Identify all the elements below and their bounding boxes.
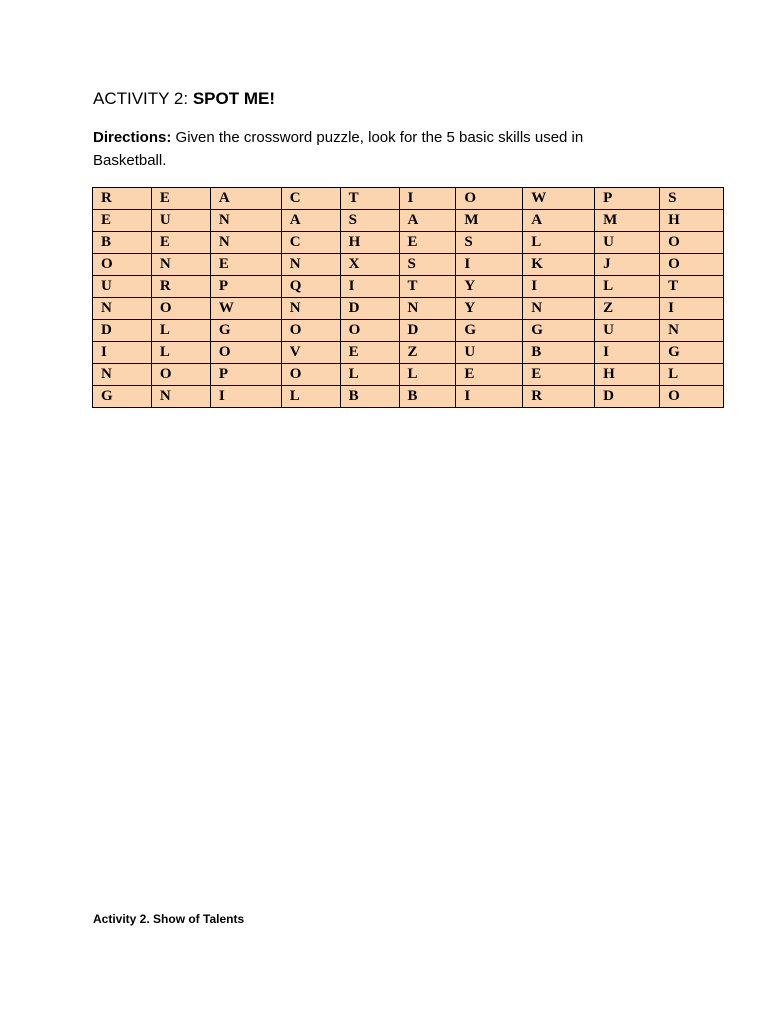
puzzle-cell[interactable]: U [456,342,523,364]
puzzle-cell[interactable]: N [399,298,456,320]
word-search-body [93,188,724,408]
puzzle-cell[interactable]: A [281,210,340,232]
puzzle-cell[interactable]: T [660,276,724,298]
puzzle-cell[interactable]: H [595,364,660,386]
puzzle-row [93,298,724,320]
puzzle-cell[interactable]: Z [595,298,660,320]
puzzle-row [93,232,724,254]
puzzle-cell[interactable]: R [93,188,152,210]
puzzle-cell[interactable]: L [660,364,724,386]
puzzle-cell[interactable]: N [281,254,340,276]
puzzle-cell[interactable]: M [456,210,523,232]
puzzle-cell[interactable]: E [340,342,399,364]
footer-text: Activity 2. Show of Talents [93,912,245,926]
puzzle-cell[interactable]: O [281,364,340,386]
puzzle-cell[interactable]: A [210,188,281,210]
puzzle-row [93,320,724,342]
puzzle-cell[interactable]: G [660,342,724,364]
puzzle-cell[interactable]: U [595,232,660,254]
puzzle-cell[interactable]: S [660,188,724,210]
puzzle-cell[interactable]: N [210,210,281,232]
puzzle-cell[interactable]: B [523,342,595,364]
puzzle-cell[interactable]: L [399,364,456,386]
puzzle-cell[interactable]: O [210,342,281,364]
puzzle-cell[interactable]: S [456,232,523,254]
puzzle-cell[interactable]: O [151,364,210,386]
activity-title [93,88,275,110]
puzzle-cell[interactable]: E [523,364,595,386]
directions-label: Directions: [93,129,172,146]
puzzle-cell[interactable]: D [399,320,456,342]
puzzle-cell[interactable]: D [93,320,152,342]
puzzle-cell[interactable]: N [210,232,281,254]
puzzle-cell[interactable]: I [660,298,724,320]
puzzle-cell[interactable]: D [340,298,399,320]
puzzle-cell[interactable]: I [456,254,523,276]
puzzle-cell[interactable]: D [595,386,660,408]
puzzle-cell[interactable]: S [399,254,456,276]
puzzle-cell[interactable]: P [595,188,660,210]
puzzle-cell[interactable]: L [151,342,210,364]
puzzle-cell[interactable]: K [523,254,595,276]
puzzle-cell[interactable]: T [340,188,399,210]
puzzle-cell[interactable]: W [523,188,595,210]
puzzle-cell[interactable]: B [93,232,152,254]
word-search-grid [92,187,724,408]
puzzle-cell[interactable]: U [595,320,660,342]
puzzle-cell[interactable]: I [340,276,399,298]
activity-prefix: ACTIVITY 2: [93,89,193,108]
puzzle-cell[interactable]: E [210,254,281,276]
puzzle-cell[interactable]: L [340,364,399,386]
puzzle-cell[interactable]: E [456,364,523,386]
puzzle-cell[interactable]: G [523,320,595,342]
puzzle-cell[interactable]: E [93,210,152,232]
puzzle-row [93,188,724,210]
puzzle-cell[interactable]: B [340,386,399,408]
puzzle-row [93,276,724,298]
puzzle-cell[interactable]: N [660,320,724,342]
puzzle-cell[interactable]: C [281,188,340,210]
puzzle-cell[interactable]: P [210,276,281,298]
puzzle-cell[interactable]: V [281,342,340,364]
puzzle-cell[interactable]: O [456,188,523,210]
puzzle-cell[interactable]: O [151,298,210,320]
puzzle-cell[interactable]: E [151,188,210,210]
puzzle-cell[interactable]: B [399,386,456,408]
puzzle-cell[interactable]: Y [456,298,523,320]
directions-text [93,126,653,172]
puzzle-cell[interactable]: A [523,210,595,232]
puzzle-cell[interactable]: J [595,254,660,276]
puzzle-cell[interactable]: G [210,320,281,342]
puzzle-cell[interactable]: O [660,232,724,254]
puzzle-cell[interactable]: Y [456,276,523,298]
puzzle-cell[interactable]: N [151,254,210,276]
puzzle-row [93,210,724,232]
puzzle-cell[interactable]: O [340,320,399,342]
puzzle-cell[interactable]: L [523,232,595,254]
puzzle-cell[interactable]: Z [399,342,456,364]
puzzle-cell[interactable]: G [456,320,523,342]
puzzle-cell[interactable]: T [399,276,456,298]
puzzle-cell[interactable]: I [399,188,456,210]
puzzle-cell[interactable]: N [281,298,340,320]
puzzle-cell[interactable]: N [151,386,210,408]
puzzle-row [93,342,724,364]
puzzle-cell[interactable]: I [595,342,660,364]
puzzle-row [93,386,724,408]
puzzle-cell[interactable]: E [151,232,210,254]
puzzle-cell[interactable]: I [210,386,281,408]
puzzle-cell[interactable]: G [93,386,152,408]
directions-body: Given the crossword puzzle, look for the 5 basic skills used in Basketball. [93,129,584,169]
puzzle-cell[interactable]: W [210,298,281,320]
activity-name: SPOT ME! [192,89,275,108]
puzzle-cell[interactable]: H [340,232,399,254]
puzzle-cell[interactable]: O [660,254,724,276]
puzzle-cell[interactable]: C [281,232,340,254]
puzzle-cell[interactable]: I [456,386,523,408]
puzzle-cell[interactable]: P [210,364,281,386]
puzzle-cell[interactable]: L [281,386,340,408]
puzzle-cell[interactable]: I [93,342,152,364]
puzzle-cell[interactable]: O [93,254,152,276]
puzzle-cell[interactable]: I [523,276,595,298]
puzzle-row [93,364,724,386]
puzzle-cell[interactable]: M [595,210,660,232]
puzzle-cell[interactable]: L [595,276,660,298]
puzzle-row [93,254,724,276]
puzzle-cell[interactable]: N [93,298,152,320]
puzzle-cell[interactable]: S [340,210,399,232]
puzzle-cell[interactable]: H [660,210,724,232]
puzzle-cell[interactable]: A [399,210,456,232]
puzzle-cell[interactable]: O [660,386,724,408]
puzzle-cell[interactable]: R [523,386,595,408]
puzzle-cell[interactable]: R [151,276,210,298]
puzzle-cell[interactable]: O [281,320,340,342]
puzzle-cell[interactable]: U [93,276,152,298]
puzzle-cell[interactable]: U [151,210,210,232]
puzzle-cell[interactable]: E [399,232,456,254]
puzzle-cell[interactable]: L [151,320,210,342]
puzzle-cell[interactable]: X [340,254,399,276]
puzzle-cell[interactable]: N [93,364,152,386]
puzzle-cell[interactable]: N [523,298,595,320]
puzzle-cell[interactable]: Q [281,276,340,298]
